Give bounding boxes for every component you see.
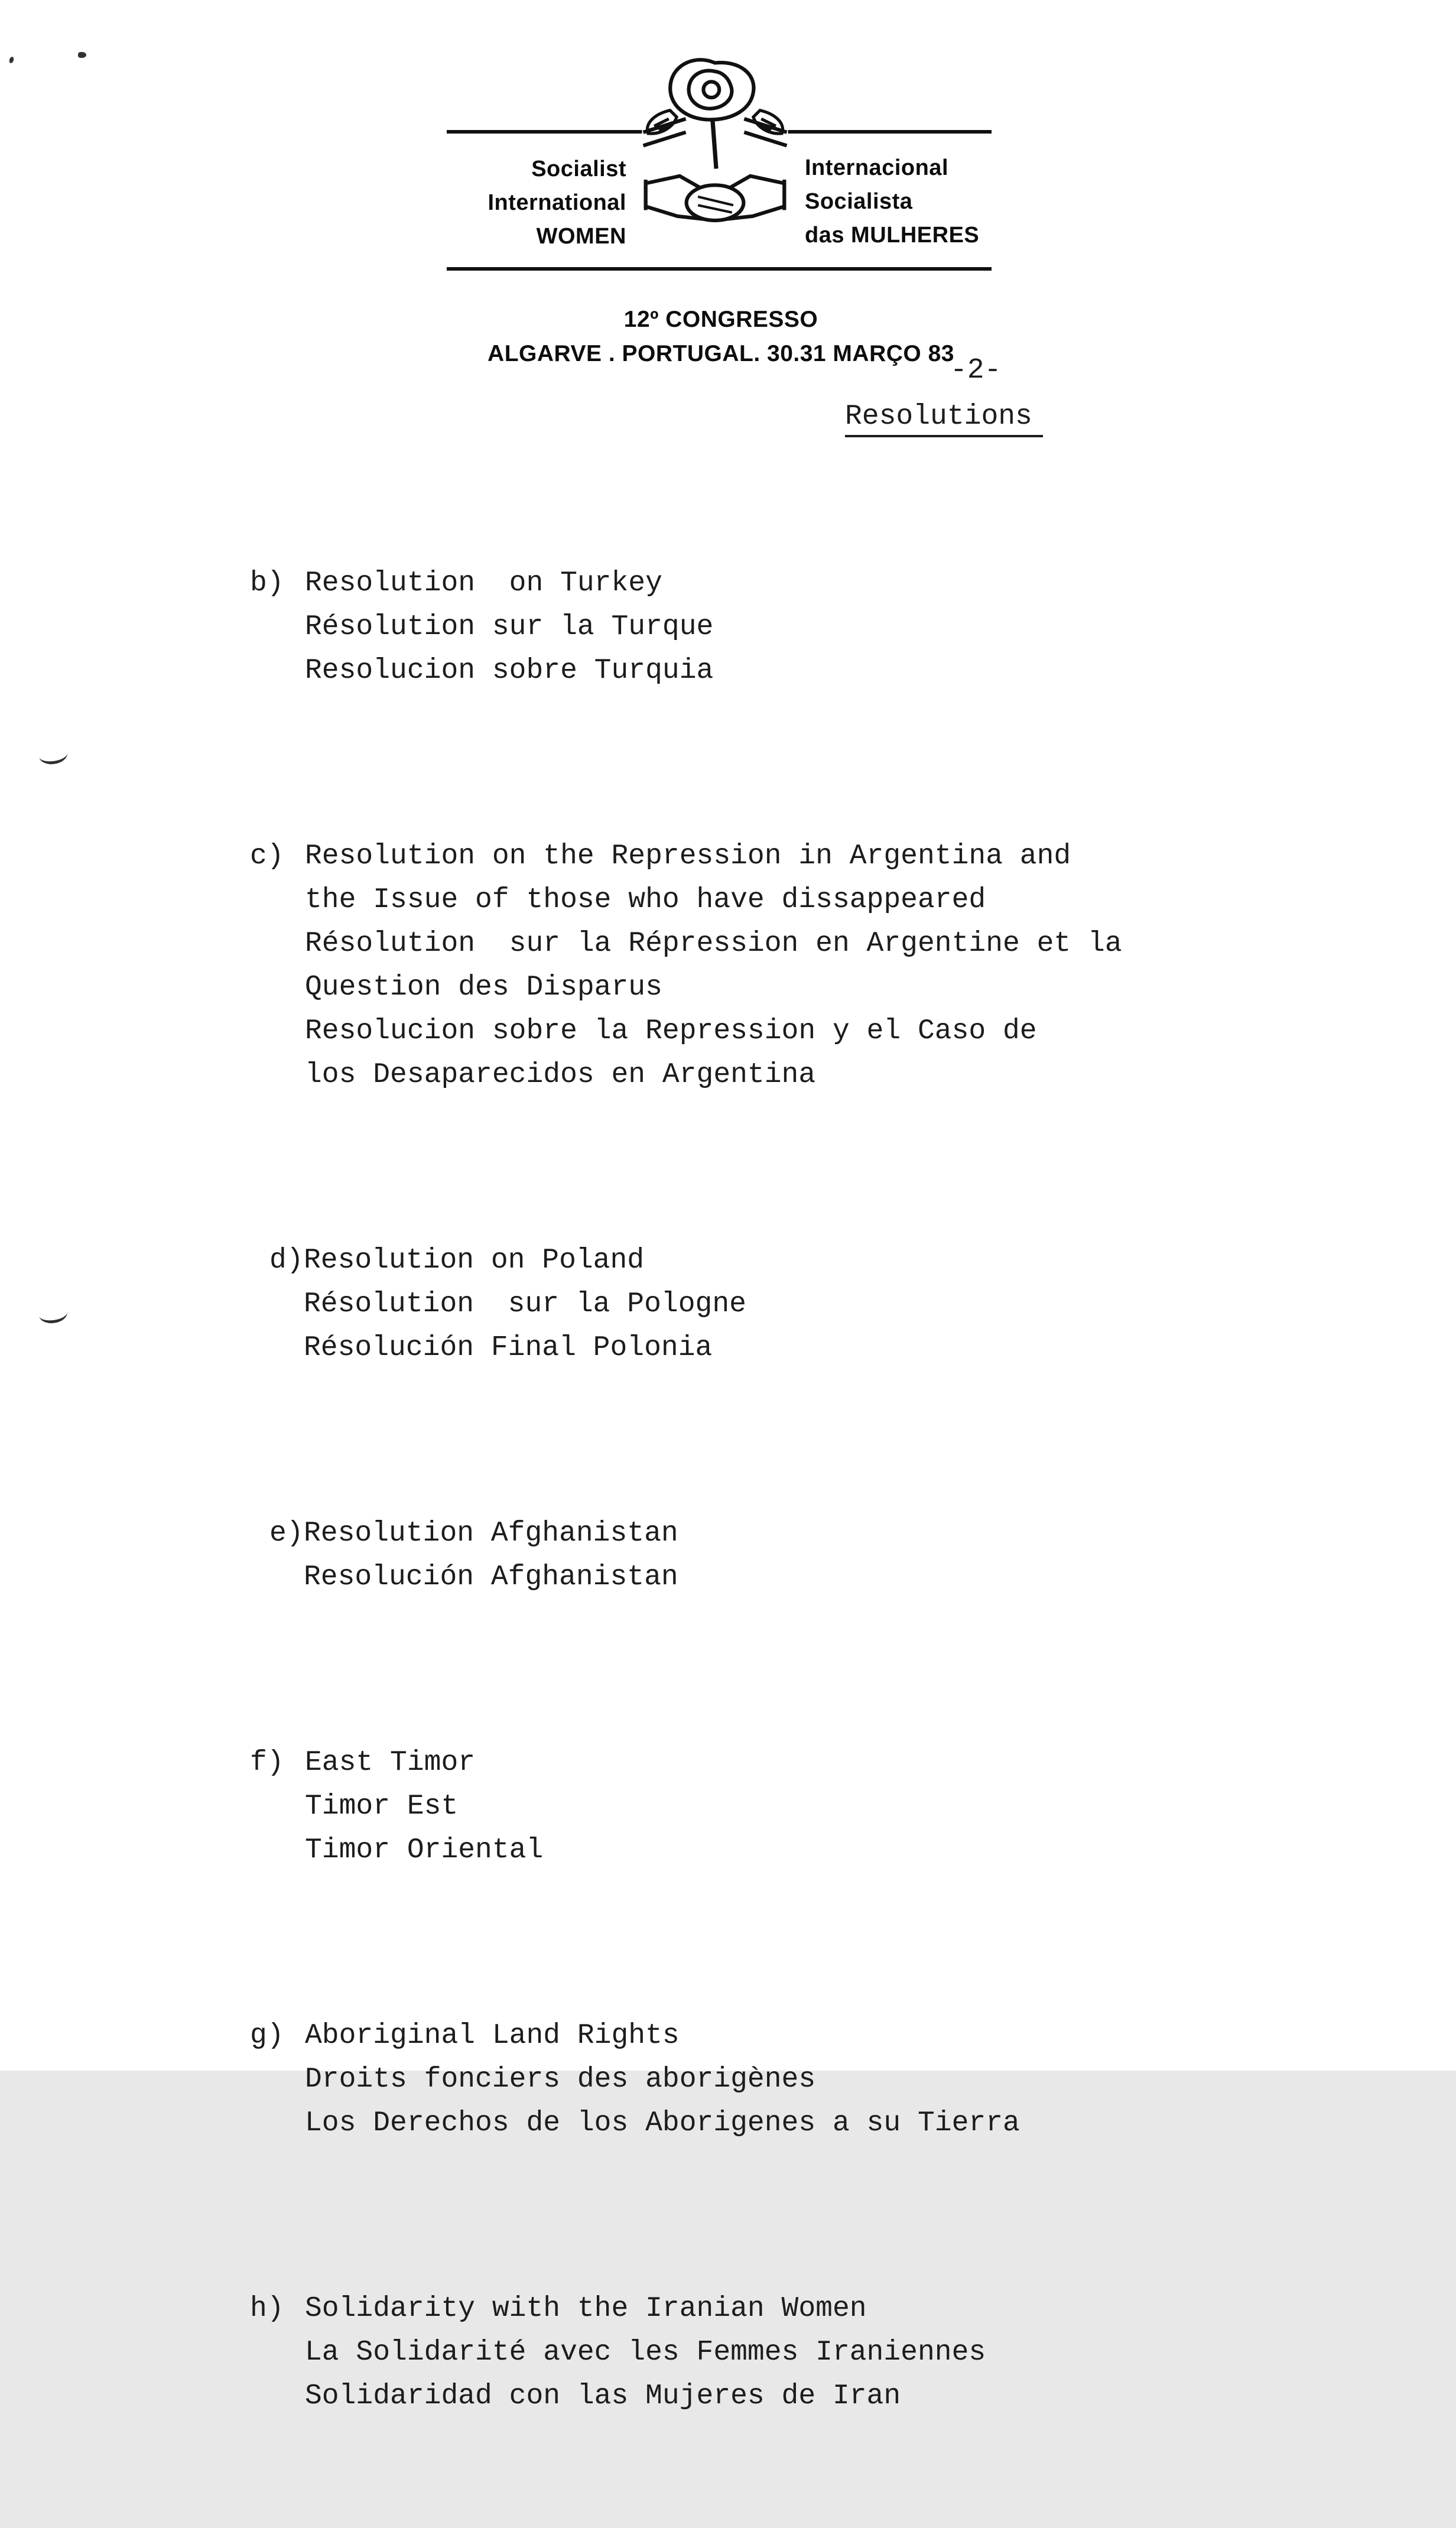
resolution-line: Résolución Final Polonia xyxy=(304,1332,713,1364)
resolution-line: Resolution on Poland xyxy=(304,1244,645,1276)
resolution-label: b) xyxy=(250,567,284,599)
resolution-line: Résolution sur la Turque xyxy=(305,611,714,643)
resolution-line: the Issue of those who have dissappeared xyxy=(305,884,986,916)
org-name-line: Socialist xyxy=(531,157,626,181)
handwritten-mark xyxy=(38,1303,69,1325)
resolution-lines xyxy=(304,1239,1373,1370)
letterhead-rule-bottom xyxy=(447,267,992,271)
resolution-line: Solidaridad con las Mujeres de Iran xyxy=(305,2380,901,2412)
resolution-line: Résolution sur la Pologne xyxy=(304,1288,746,1320)
resolution-line: Question des Disparus xyxy=(305,971,662,1003)
resolution-lines xyxy=(305,834,1373,1097)
org-name-line: Socialista xyxy=(805,189,913,214)
resolution-label: e) xyxy=(269,1518,304,1549)
handwritten-mark xyxy=(38,744,69,766)
resolution-line: los Desaparecidos en Argentina xyxy=(305,1059,816,1091)
resolution-item xyxy=(250,2287,1373,2418)
resolution-line: Resolución Afghanistan xyxy=(304,1561,678,1593)
org-name-line: International xyxy=(488,190,626,215)
resolution-lines xyxy=(305,561,1373,693)
resolution-line: Resolution on Turkey xyxy=(305,567,662,599)
resolution-line: Resolution Afghanistan xyxy=(304,1518,678,1549)
resolution-lines xyxy=(304,1512,1373,1599)
resolution-line: East Timor xyxy=(305,1747,476,1779)
resolution-line: Resolucion sobre Turquia xyxy=(305,655,714,687)
congress-title: 12º CONGRESSO xyxy=(623,307,818,332)
resolution-item xyxy=(250,1239,1373,1370)
resolution-lines xyxy=(305,1741,1373,1872)
org-name-line: WOMEN xyxy=(536,224,626,249)
resolution-label: g) xyxy=(250,2020,284,2052)
resolution-item xyxy=(250,834,1373,1097)
resolution-lines xyxy=(305,2014,1373,2145)
resolution-line: Timor Oriental xyxy=(305,1834,544,1866)
org-name-line: das MULHERES xyxy=(805,223,980,248)
resolution-label: f) xyxy=(250,1747,284,1779)
resolution-line: Timor Est xyxy=(305,1791,459,1822)
resolution-line: Solidarity with the Iranian Women xyxy=(305,2293,867,2325)
resolution-line: Droits fonciers des aborigènes xyxy=(305,2064,816,2095)
resolution-item xyxy=(250,1512,1373,1599)
resolution-item xyxy=(250,1741,1373,1872)
resolution-label: c) xyxy=(250,840,284,872)
resolution-item xyxy=(250,561,1373,693)
resolution-label: d) xyxy=(269,1244,304,1276)
resolution-line: Resolucion sobre la Repression y el Caso de xyxy=(305,1015,1037,1047)
org-name-portuguese xyxy=(805,151,1053,252)
resolution-line: La Solidarité avec les Femmes Iraniennes xyxy=(305,2337,986,2368)
congress-header xyxy=(485,303,957,371)
resolution-line: Aboriginal Land Rights xyxy=(305,2020,680,2052)
resolutions-list xyxy=(250,498,1373,2528)
scan-speck xyxy=(78,52,86,58)
org-name-english xyxy=(414,152,626,254)
resolution-line: Resolution on the Repression in Argentina and xyxy=(305,840,1071,872)
page-number: -2- xyxy=(950,355,1002,386)
org-name-line: Internacional xyxy=(805,155,948,180)
rose-handshake-icon xyxy=(638,54,792,261)
congress-location-date: ALGARVE . PORTUGAL. 30.31 MARÇO 83 xyxy=(488,341,954,366)
page-title: Resolutions xyxy=(845,401,1043,437)
resolution-line: Los Derechos de los Aborigenes a su Tierra xyxy=(305,2107,1020,2139)
resolution-lines xyxy=(305,2287,1373,2418)
resolution-item xyxy=(250,2014,1373,2145)
resolution-line: Résolution sur la Répression en Argentine et la xyxy=(305,928,1122,960)
resolution-label: h) xyxy=(250,2293,284,2325)
scan-speck xyxy=(8,56,14,64)
